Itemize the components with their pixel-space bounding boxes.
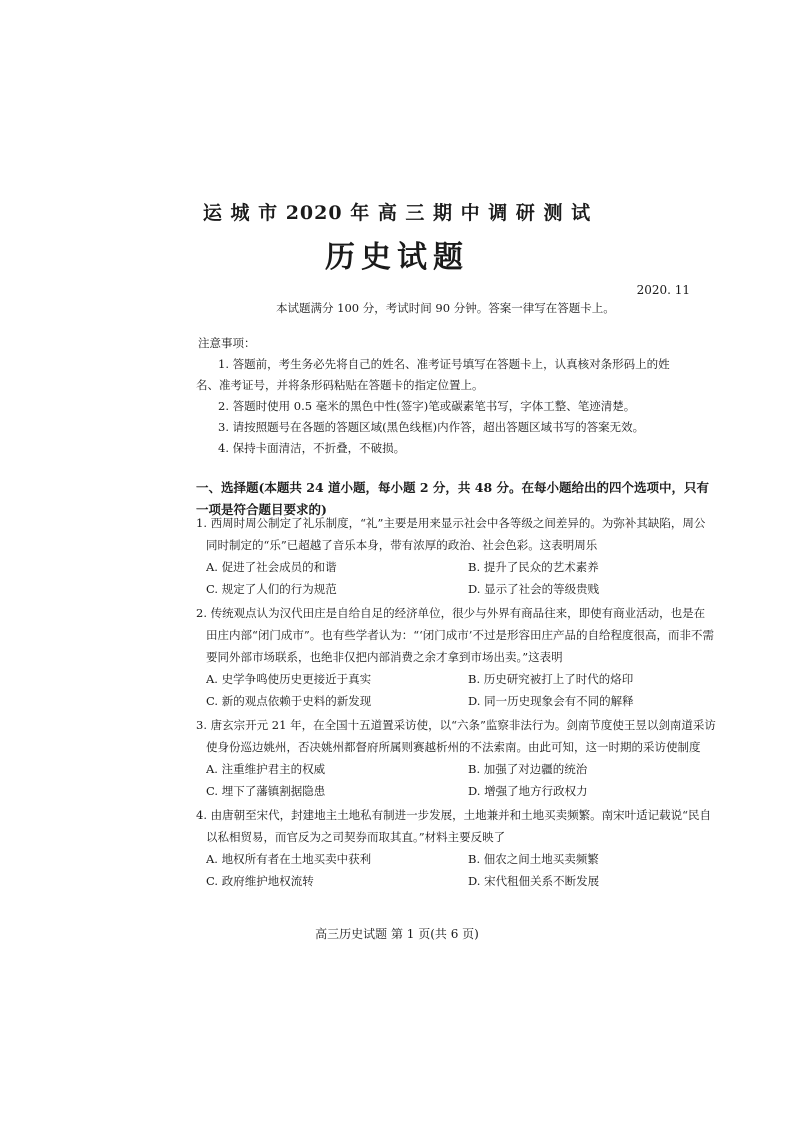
- option-c: C. 埋下了藩镇割据隐患: [206, 784, 326, 798]
- option-a: A. 促进了社会成员的和谐: [206, 560, 337, 574]
- question-options: [206, 556, 716, 600]
- notice-item: 1. 答题前，考生务必先将自己的姓名、准考证号填写在答题卡上，认真核对条形码上的姓: [218, 357, 670, 371]
- option-d: D. 增强了地方行政权力: [468, 784, 588, 798]
- notice-heading: 注意事项：: [198, 336, 256, 350]
- question-options: [206, 668, 716, 712]
- page-footer: 高三历史试题 第 1 页(共 6 页): [315, 927, 479, 941]
- notice-section: [196, 333, 716, 459]
- question-stem: 3. 唐玄宗开元 21 年，在全国十五道置采访使，以“六条”监察非法行为。剑南节度使王昱以剑南道采访使身份巡边姚州，否决姚州都督府所属则赛越析州的不法索南。由此可知，这一时期的采访使制度: [196, 718, 716, 754]
- question: [196, 512, 716, 600]
- question-stem: 1. 西周时周公制定了礼乐制度，“礼”主要是用来显示社会中各等级之间差异的。为弥补其缺陷，周公同时制定的“乐”已超越了音乐本身，带有浓厚的政治、社会色彩。这表明周乐: [196, 516, 706, 552]
- question: [196, 804, 716, 892]
- question-stem: 4. 由唐朝至宋代，封建地主土地私有制进一步发展，土地兼并和土地买卖频繁。南宋叶适记载说“民自以私相贸易，而官反为之司契券而取其直。”材料主要反映了: [196, 808, 712, 844]
- exam-header-title: 运 城 市 2020 年 高 三 期 中 调 研 测 试: [202, 202, 592, 224]
- notice-item: 4. 保持卡面清洁，不折叠，不破损。: [218, 441, 406, 455]
- question: [196, 714, 716, 802]
- subject-title: 历史试题: [325, 240, 469, 275]
- notice-item: 名、准考证号，并将条形码粘贴在答题卡的指定位置上。: [196, 378, 484, 392]
- notice-item: 2. 答题时使用 0.5 毫米的黑色中性(签字)笔或碳素笔书写，字体工整、笔迹清楚。: [218, 399, 636, 413]
- exam-note: 本试题满分 100 分，考试时间 90 分钟。答案一律写在答题卡上。: [276, 301, 615, 315]
- option-c: C. 新的观点依赖于史料的新发现: [206, 694, 372, 708]
- option-c: C. 政府维护地权流转: [206, 874, 314, 888]
- option-c: C. 规定了人们的行为规范: [206, 582, 337, 596]
- option-a: A. 注重维护君主的权威: [206, 762, 326, 776]
- question: [196, 602, 716, 712]
- option-b: B. 佃农之间土地买卖频繁: [468, 852, 599, 866]
- option-a: A. 地权所有者在土地买卖中获利: [206, 852, 372, 866]
- question-options: [206, 848, 716, 892]
- option-d: D. 显示了社会的等级贵贱: [468, 582, 600, 596]
- option-d: D. 同一历史现象会有不同的解释: [468, 694, 634, 708]
- notice-item: 3. 请按照题号在各题的答题区域(黑色线框)内作答，超出答题区域书写的答案无效。: [218, 420, 645, 434]
- option-b: B. 提升了民众的艺术素养: [468, 560, 599, 574]
- exam-date: 2020. 11: [636, 283, 690, 297]
- question-options: [206, 758, 716, 802]
- option-d: D. 宋代租佃关系不断发展: [468, 874, 600, 888]
- question-list: [196, 512, 716, 894]
- option-b: B. 加强了对边疆的统治: [468, 762, 588, 776]
- option-b: B. 历史研究被打上了时代的烙印: [468, 672, 634, 686]
- option-a: A. 史学争鸣使历史更接近于真实: [206, 672, 372, 686]
- question-stem: 2. 传统观点认为汉代田庄是自给自足的经济单位，很少与外界有商品往来，即使有商业活动，也是在田庄内部“闭门成市”。也有些学者认为：“‘闭门成市’不过是形容田庄产品的自给程度很高，而非不需要同外部市场联系，也绝非仅把内部消费之余才拿到市场出卖。”这表明: [196, 606, 714, 664]
- section-heading: 一、选择题(本题共 24 道小题，每小题 2 分，共 48 分。在每小题给出的四个选项中，只有一项是符合题目要求的): [196, 480, 710, 517]
